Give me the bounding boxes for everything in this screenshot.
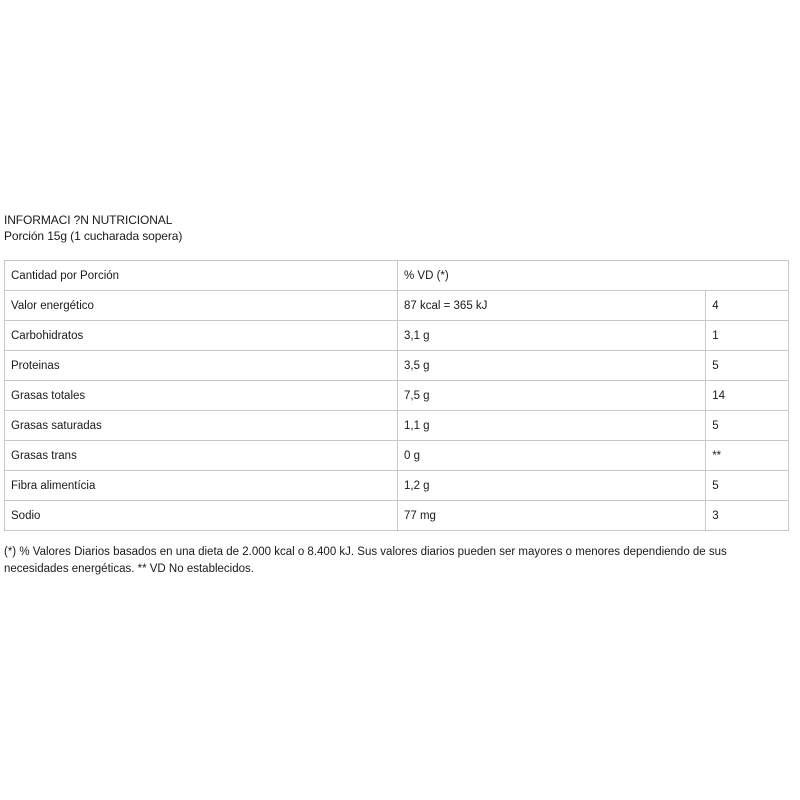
nutrient-name: Valor energético bbox=[5, 291, 398, 321]
nutrient-name: Grasas totales bbox=[5, 381, 398, 411]
table-row bbox=[5, 441, 789, 471]
nutrient-dv: 4 bbox=[706, 291, 789, 321]
nutrient-amount: 3,5 g bbox=[397, 351, 705, 381]
nutrient-name: Grasas trans bbox=[5, 441, 398, 471]
nutrient-amount: 1,1 g bbox=[397, 411, 705, 441]
nutrient-amount: 0 g bbox=[397, 441, 705, 471]
header-cell-label: Cantidad por Porción bbox=[5, 261, 398, 291]
nutrient-amount: 7,5 g bbox=[397, 381, 705, 411]
table-row bbox=[5, 501, 789, 531]
nutrient-dv: 5 bbox=[706, 471, 789, 501]
table-header-row bbox=[5, 261, 789, 291]
nutrient-name: Carbohidratos bbox=[5, 321, 398, 351]
table-row bbox=[5, 411, 789, 441]
table-row bbox=[5, 291, 789, 321]
nutrient-dv: 5 bbox=[706, 411, 789, 441]
nutrient-amount: 87 kcal = 365 kJ bbox=[397, 291, 705, 321]
header-cell-value: % VD (*) bbox=[397, 261, 788, 291]
table-row bbox=[5, 381, 789, 411]
nutrient-dv: ** bbox=[706, 441, 789, 471]
nutrient-name: Sodio bbox=[5, 501, 398, 531]
nutrient-amount: 1,2 g bbox=[397, 471, 705, 501]
table-row bbox=[5, 351, 789, 381]
nutrition-table bbox=[4, 260, 789, 531]
nutrition-title: INFORMACI ?N NUTRICIONAL bbox=[4, 213, 173, 227]
serving-size: Porción 15g (1 cucharada sopera) bbox=[4, 229, 183, 243]
nutrient-dv: 1 bbox=[706, 321, 789, 351]
nutrient-name: Proteinas bbox=[5, 351, 398, 381]
nutrient-dv: 3 bbox=[706, 501, 789, 531]
nutrient-amount: 77 mg bbox=[397, 501, 705, 531]
table-row bbox=[5, 471, 789, 501]
nutrient-dv: 14 bbox=[706, 381, 789, 411]
daily-value-footnote: (*) % Valores Diarios basados en una dieta de 2.000 kcal o 8.400 kJ. Sus valores diarios pueden ser mayores o menores dependiendo de sus necesidades energéticas. ** VD No establecidos. bbox=[4, 546, 727, 575]
nutrient-name: Grasas saturadas bbox=[5, 411, 398, 441]
table-row bbox=[5, 321, 789, 351]
nutrition-info-panel bbox=[4, 212, 792, 575]
nutrient-dv: 5 bbox=[706, 351, 789, 381]
nutrient-amount: 3,1 g bbox=[397, 321, 705, 351]
nutrient-name: Fibra alimentícia bbox=[5, 471, 398, 501]
